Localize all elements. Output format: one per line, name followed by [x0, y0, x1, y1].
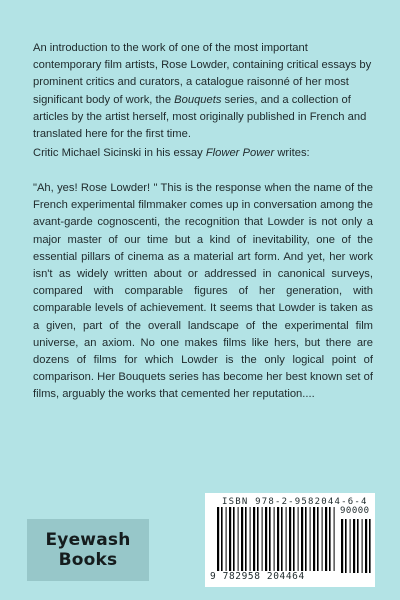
barcode-bar [250, 507, 251, 571]
barcode-bar [313, 507, 315, 571]
barcode-bar [298, 507, 299, 571]
barcode-bar [217, 507, 219, 571]
price-addon: 90000 [340, 506, 370, 516]
barcode-bar [229, 507, 231, 571]
barcode-bar [362, 519, 363, 573]
barcode-bar [310, 507, 311, 571]
barcode-bar [269, 507, 271, 571]
barcode-bar [350, 519, 351, 573]
ean-number: 9 782958 204464 [210, 571, 305, 582]
barcode-bar [277, 507, 279, 571]
publisher-logo [27, 519, 149, 581]
critic-text: Critic Michael Sicinski in his essay [33, 147, 206, 159]
essay-title: Flower Power [205, 147, 275, 159]
barcode-bar [281, 507, 283, 571]
barcode-bar [317, 507, 319, 571]
critic-line [33, 145, 373, 162]
isbn-number: ISBN 978-2-9582044-6-4 [222, 497, 368, 507]
barcode-bar [334, 507, 335, 571]
barcode-bar [221, 507, 223, 571]
logo-line-1: Eyewash [45, 530, 131, 550]
addon-barcode [341, 519, 371, 573]
barcode-bar [301, 507, 303, 571]
barcode-bar [274, 507, 275, 571]
barcode-bar [286, 507, 287, 571]
barcode-bar [262, 507, 263, 571]
logo-line-2: Books [58, 550, 118, 570]
barcode-bar [365, 519, 367, 573]
barcode-bar [341, 519, 343, 573]
barcode-bar [233, 507, 235, 571]
intro-text-end: series, and a collection of articles by the artist herself, most originally published in French and translated here for the first time. [33, 93, 367, 141]
barcode-area [205, 493, 375, 587]
intro-italic: Bouquets [174, 93, 222, 106]
barcode-bar [322, 507, 323, 571]
barcode-bar [245, 507, 247, 571]
barcode-bar [265, 507, 267, 571]
barcode-bar [357, 519, 359, 573]
barcode-bar [305, 507, 307, 571]
intro-paragraph [33, 40, 373, 143]
barcode-bar [241, 507, 243, 571]
intro-text: An introduction to the work of one of the most important contemporary film artists, Rose Lowder, containing critical essays by prominent critics and curators, a catalogue raisonné of her most significant body of work, the [33, 42, 372, 106]
barcode-bar [293, 507, 295, 571]
critic-text-end: writes: [274, 147, 310, 159]
barcode-bar [253, 507, 255, 571]
barcode-bar [325, 507, 327, 571]
barcode-bar [238, 507, 239, 571]
barcode-bar [345, 519, 347, 573]
barcode-bar [289, 507, 291, 571]
ean-barcode [217, 507, 335, 573]
barcode-bar [369, 519, 371, 573]
barcode-bar [226, 507, 227, 571]
quote-paragraph: "Ah, yes! Rose Lowder! " This is the response when the name of the French experimental filmmaker comes up in conversation among the avant-garde cognoscenti, the recognition that Lowder is not only a major master of our time but a kind of inevitability, one of the essential pillars of cinema as a material art form. And yet, her work isn't as widely written about or addressed in canonical surveys, compared with comparable figures of her generation, with comparable levels of achievement. It seems that Lowder is taken as a given, part of the overall landscape of the experimental film universe, an axiom. No one makes films like hers, but there are dozens of films for which Lowder is the only logical point of comparison. Her Bouquets series has become her best known set of films, arguably the works that cemented her reputation.... [33, 182, 373, 401]
barcode-bar [257, 507, 259, 571]
barcode-bar [329, 507, 331, 571]
barcode-bar [353, 519, 355, 573]
